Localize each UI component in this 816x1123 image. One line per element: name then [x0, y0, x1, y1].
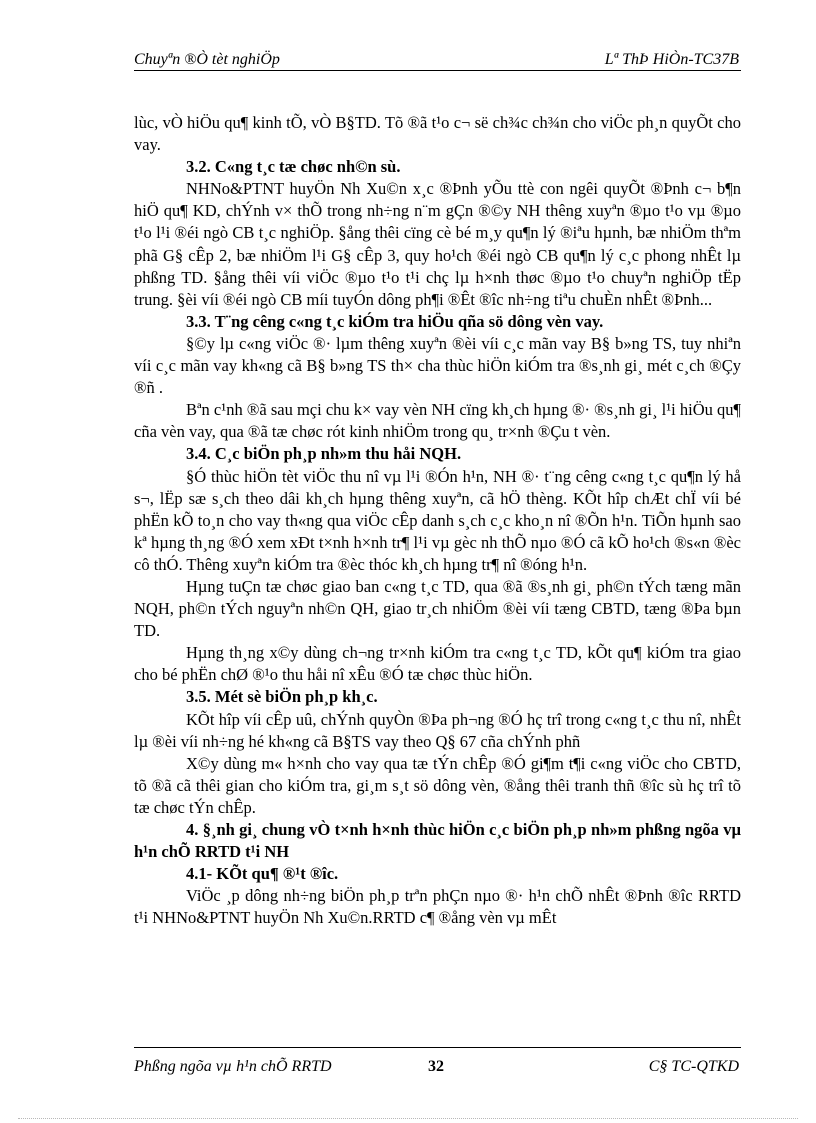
body-paragraph: Hµng th¸ng x©y dùng ch¬ng tr×nh kiÓm tra c«ng t¸c TD, kÕt qu¶ kiÓm tra giao cho bé phËn chØ ®¹o thu håi nî xÊu ®Ó tæ chøc thùc hiÖn.	[134, 643, 741, 685]
body-paragraph: §Ó thùc hiÖn tèt viÖc thu nî vµ l¹i ®Ón h¹n, NH ®· t¨ng cêng c«ng t¸c qu¶n lý hå s¬, lËp sæ s¸ch theo dâi kh¸ch hµng thêng xuyªn, cã hÖ thèng. KÕt hîp chÆt chÏ víi bé phËn kÕ to¸n cho vay th«ng qua viÖc cÊp danh s¸ch c¸c kho¸n nî ®Õn h¹n. TiÕn hµnh sao kª hµng th¸ng ®Ó xem xÐt t×nh h×nh tr¶ l¹i vµ gèc nh thÕ nµo ®Ó cã kÕ ho¹ch ®s«n ®èc cô thÓ. Thêng xuyªn kiÓm tra ®èc thóc kh¸ch hµng tr¶ nî ®óng h¹n.	[134, 466, 741, 574]
body-paragraph: NHNo&PTNT huyÖn Nh Xu©n x¸c ®Þnh yÕu ttè con ngêi quyÕt ®Þnh c¬ b¶n hiÖ qu¶ KD, chÝnh v× thÕ trong nh÷ng n¨m gÇn ®©y NH thêng xuyªn ®µo t¹o vµ ®µo t¹o l¹i ®éi ngò CB t¸c nghiÖp. §ång thêi cïng cè bé m¸y qu¶n lý ®iªu hµnh, bæ nhiÖm thªm phã G§ cÊp 2, bæ nhiÖm l¹i G§ cÊp 3, quy ho¹ch ®éi ngò CB qu¶n lý c¸c phong nhÊt lµ phßng TD. §ång thêi víi viÖc ®µo t¹o t¹i chç lµ h×nh thøc ®µo t¹o chuyªn nghiÖp tËp trung. §èi víi ®éi ngò CB míi tuyÓn dông ph¶i ®Êt ®îc nh÷ng tiªu chuÈn nhÊt ®Þnh...	[134, 179, 741, 309]
body-paragraph: KÕt hîp víi cÊp uû, chÝnh quyÒn ®Þa ph¬ng ®Ó hç trî trong c«ng t¸c thu nî, nhÊt lµ ®èi víi nh÷ng hé kh«ng cã B§TS vay theo Q§ 67 cña chÝnh phñ	[134, 709, 741, 751]
page-header	[134, 50, 741, 71]
body-paragraph: Hµng tuÇn tæ chøc giao ban c«ng t¸c TD, qua ®ã ®s¸nh gi¸ ph©n tÝch tæng mãn NQH, ph©n tÝch nguyªn nh©n QH, giao tr¸ch nhiÖm ®èi víi tæng CBTD, tæng ®Þa bµn TD.	[134, 576, 741, 641]
body-paragraph: X©y dùng m« h×nh cho vay qua tæ tÝn chÊp ®Ó gi¶m t¶i c«ng viÖc cho CBTD, tõ ®ã cã thêi gian cho kiÓm tra, gi¸m s¸t sö dông vèn, ®ång thêi tranh thñ ®îc sù hç trî tõ tæ chøc tÝn chÊp.	[134, 753, 741, 817]
section-heading: 3.5. Mét sè biÖn ph¸p kh¸c.	[186, 687, 378, 707]
footer-right-label: C§ TC-QTKD	[648, 1058, 739, 1075]
body-paragraph: Bªn c¹nh ®ã sau mçi chu k× vay vèn NH cïng kh¸ch hµng ®· ®s¸nh gi¸ l¹i hiÖu qu¶ cña vèn vay, qua ®ã tæ chøc rót kinh nhiÖm trong qu¸ tr×nh ®Çu t vèn.	[134, 400, 741, 442]
header-left-title: Chuyªn ®Ò tèt nghiÖp	[134, 51, 280, 68]
section-heading: 4. §¸nh gi¸ chung vÒ t×nh h×nh thùc hiÖn c¸c biÖn ph¸p nh»m phßng ngõa vµ h¹n chÕ RRTD t¹i NH	[134, 820, 741, 862]
section-heading: 3.4. C¸c biÖn ph¸p nh»m thu håi NQH.	[186, 444, 462, 464]
section-heading: 3.2. C«ng t¸c tæ chøc nh©n sù.	[186, 157, 401, 177]
page-number: 32	[428, 1058, 444, 1075]
page-bottom-divider	[18, 1118, 798, 1119]
body-paragraph: §©y lµ c«ng viÖc ®· lµm thêng xuyªn ®èi víi c¸c mãn vay B§ b»ng TS, tuy nhiªn víi c¸c mãn vay kh«ng cã B§ b»ng TS th× cha thùc hiÖn kiÓm tra ®s¸nh gi¸ mét c¸ch ®Çy ®ñ .	[134, 333, 741, 398]
section-heading: 3.3. T¨ng cêng c«ng t¸c kiÓm tra hiÖu qña sö dông vèn vay.	[186, 311, 604, 331]
footer-left-title: Phßng ngõa vµ h¹n chÕ RRTD	[134, 1058, 332, 1075]
document-body	[134, 112, 741, 929]
section-heading: 4.1- KÕt qu¶ ®¹t ®îc.	[186, 864, 339, 884]
page-footer	[134, 1047, 741, 1078]
header-right-author: Lª ThÞ HiÒn-TC37B	[604, 51, 739, 68]
body-paragraph: ViÖc ¸p dông nh÷ng biÖn ph¸p trªn phÇn nµo ®· h¹n chÕ nhÊt ®Þnh ®îc RRTD t¹i NHNo&PTNT huyÖn Nh Xu©n.RRTD c¶ ®ång vèn vµ mÊt	[134, 886, 741, 928]
body-paragraph: lùc, vÒ hiÖu qu¶ kinh tÕ, vÒ B§TD. Tõ ®ã t¹o c¬ së ch¾c ch¾n cho viÖc ph¸n quyÕt cho vay.	[134, 113, 741, 155]
